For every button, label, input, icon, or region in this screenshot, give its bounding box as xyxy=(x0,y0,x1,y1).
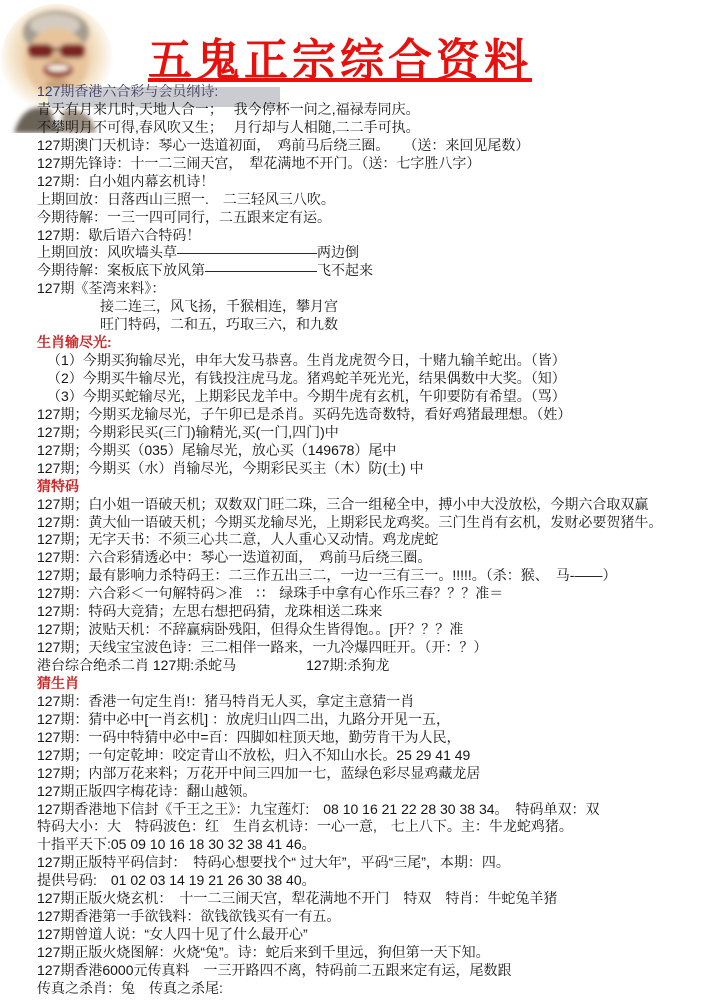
text-line: 127期正版四字梅花诗：翻山越领。 xyxy=(37,782,257,799)
text-line: 127期；今期买（水）肖输尽光，今期彩民买主（木）防(土) 中 xyxy=(37,459,424,476)
text-line: （3）今期买蛇输尽光，上期彩民龙羊中。今期牛虎有玄机，午卯要防有希望。（骂） xyxy=(47,387,566,404)
text-line: 港台综合绝杀二肖 127期:杀蛇马 127期:杀狗龙 xyxy=(37,657,390,673)
text-line: （1）今期买狗输尽光，申年大发马恭喜。生肖龙虎贺今日，十赌九输羊蛇出。（皆） xyxy=(47,352,566,369)
text-line: 127期香港地下信封《千王之王》：九宝莲灯: 08 10 16 21 22 28 30 38 34。 特码单双：双 xyxy=(37,800,600,817)
text-line: 提供号码: 01 02 03 14 19 21 26 30 38 40。 xyxy=(37,872,316,889)
text-line: 不攀明月不可得,春风吹又生； 月行却与人相随,二二手可执。 xyxy=(37,118,420,135)
text-line: 127期先锋诗：十一二三闹天宫， 犁花满地不开门。（送：七字胜八字） xyxy=(37,154,481,171)
text-line: 127期正版特平码信封： 特码心想要找个“ 过大年”，平码“三尾”，本期：四。 xyxy=(37,854,510,871)
text-line: 猜生肖 xyxy=(37,674,79,691)
text-line: 127期；波贴天机：不辞赢病卧残阳，但得众生皆得饱。。[开？？？准 xyxy=(37,621,464,638)
page-title: 五鬼正宗综合资料 xyxy=(148,36,532,85)
text-line: 猜特码 xyxy=(37,477,79,494)
text-line: 127期；白小姐一语破天机；双数双门旺二珠，三合一组秘全中，搏小中大没放松，今期六合取双赢 xyxy=(37,495,649,512)
text-line: 127期香港六合彩与会员纲诗: xyxy=(37,83,219,99)
text-line: 127期澳门天机诗：琴心一迭道初面， 鸡前马后绕三圈。 （送：来回见尾数） xyxy=(37,136,530,153)
text-line: 127期；今期彩民买(三门)输精光,买(一门,四门)中 xyxy=(37,423,339,440)
text-line: 127期：白小姐内幕玄机诗！ xyxy=(37,172,215,189)
text-line: （2）今期买牛输尽光，有钱投注虎马龙。猪鸡蛇羊死光光，结果偶数中大奖。（知） xyxy=(47,370,566,386)
content-lines xyxy=(0,83,717,998)
text-line: 127期正版火烧玄机： 十一二三闹天宫，犁花满地不开门 特双 特肖：牛蛇兔羊猪 xyxy=(37,890,558,907)
text-line: 青天有月来几时,天地人合一； 我今停杯一问之,福禄寿同庆。 xyxy=(37,100,420,117)
text-line: 127期：黄大仙一语破天机；今期买龙输尽光，上期彩民龙鸡奖。三门生肖有玄机，发财必要贺猪牛。 xyxy=(37,513,663,530)
text-line: 旺门特码，二和五，巧取三六，和九数 xyxy=(100,316,338,333)
text-line: 127期；一句定乾坤：咬定青山不放松，归入不知山水长。25 29 41 49 xyxy=(37,746,471,763)
text-line: 127期：一码中特猜中必中=百：四脚如柱顶天地，勤劳肯干为人民， xyxy=(37,728,461,745)
text-line: 127期；最有影响力杀特码王：二三作五出三二，一边一三有三一。!!!!!。（杀：猴、 马-——） xyxy=(37,567,617,584)
text-line: 127期《荃湾来料》： xyxy=(37,280,166,297)
text-line: 127期香港6000元传真料 一三开路四不离，特码前二五跟来定有运，尾数跟 xyxy=(37,961,512,978)
text-line: 127期：香港一句定生肖!：猪马特肖无人买，拿定主意猜一肖 xyxy=(37,692,415,709)
text-line: 特码大小：大 特码波色：红 生肖玄机诗：一心一意, 七上八下。主：牛龙蛇鸡猪。 xyxy=(37,818,573,835)
text-line: 127期；天线宝宝波色诗：三二相伴一路来，一九冷爆四旺开。（开：？） xyxy=(37,639,488,656)
text-line: 127期；今期买（035）尾输尽光，放心买（149678）尾中 xyxy=(37,441,397,458)
text-line: 十指平天下:05 09 10 16 18 30 32 38 41 46。 xyxy=(37,836,316,853)
text-line: 生肖输尽光: xyxy=(37,334,112,351)
text-line: 127期；今期买龙输尽光，子午卯已是杀肖。买码先选奇数特，看好鸡猪最理想。（姓） xyxy=(37,405,572,422)
text-line: 127期：六合彩猜透必中：琴心一迭道初面， 鸡前马后绕三圈。 xyxy=(37,549,432,566)
text-line: 127期：歇后语六合特码！ xyxy=(37,226,201,243)
text-line: 上期回放：风吹墙头草——————————两边倒 xyxy=(37,244,359,261)
text-line: 127期；内部万花来料；万花开中间三四加一七，蓝绿色彩尽显鸡藏龙居 xyxy=(37,764,481,781)
text-line: 今期待解：一三一四可同行，二五跟来定有运。 xyxy=(37,208,331,225)
text-line: 接二连三，风飞扬，千猴相连，攀月宫 xyxy=(100,298,338,315)
text-line: 127期曾道人说：“女人四十见了什么最开心” xyxy=(37,926,308,943)
text-line: 上期回放：日落西山三照一. 二三轻风三八吹。 xyxy=(37,190,335,207)
text-line: 127期：六合彩＜一句解特码＞准 ∷ 绿珠手中拿有心作乐三春？？？准＝ xyxy=(37,585,504,602)
text-line: 127期：特码大竞猜；左思右想把码猜，龙珠相送二珠来 xyxy=(37,603,383,620)
text-line: 127期；无字天书：不须三心共二意，人人重心又动情。鸡龙虎蛇 xyxy=(37,531,439,548)
text-line: 127期正版火烧图解：火烧“兔”。诗：蛇后来到千里远，狗但第一天下知。 xyxy=(37,944,490,960)
text-line: 今期待解：案板底下放风第————————飞不起来 xyxy=(37,262,373,279)
text-line: 127期：猜中必中[一肖玄机] ：放虎归山四二出，九路分开见一五， xyxy=(37,710,451,727)
text-line: 127期香港第一手欲钱料：欲钱欲钱买有一有五。 xyxy=(37,908,341,925)
text-line: 传真之杀肖：兔 传真之杀尾: xyxy=(37,979,223,996)
